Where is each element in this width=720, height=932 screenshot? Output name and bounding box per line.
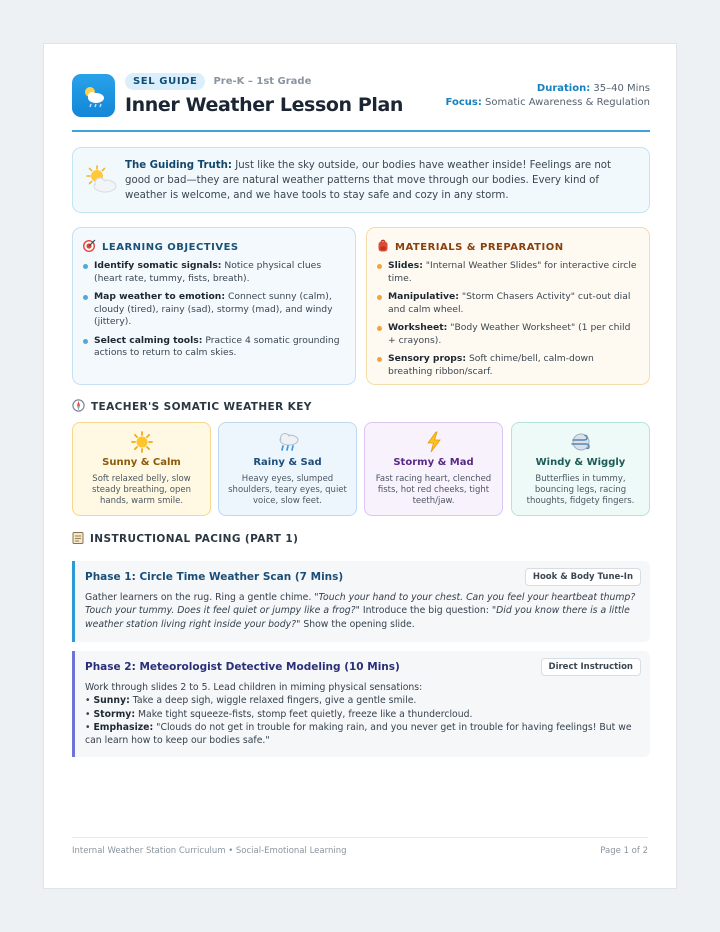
objectives-heading-text: LEARNING OBJECTIVES xyxy=(102,241,239,253)
compass-icon xyxy=(72,399,85,415)
weather-card-title: Windy & Wiggly xyxy=(535,457,626,468)
list-item: • Emphasize: "Clouds do not get in trouble for making rain, and you never get in trouble for having feelings! But we can learn how to keep our bodies safe." xyxy=(85,721,632,747)
lesson-meta xyxy=(446,82,650,110)
guiding-truth-box xyxy=(72,147,650,213)
material-text: "Storm Chasers Activity" cut-out dial and calm wheel. xyxy=(388,291,631,315)
target-icon xyxy=(83,239,96,255)
phase-1-block xyxy=(72,561,650,642)
objective-label: Identify somatic signals: xyxy=(94,260,222,271)
list-item xyxy=(377,322,639,347)
materials-list xyxy=(377,260,639,384)
phase-2-bullet-label: Emphasize: xyxy=(93,721,154,733)
notepad-icon xyxy=(72,531,84,547)
guiding-truth-text xyxy=(125,158,637,203)
material-label: Manipulative: xyxy=(388,291,459,302)
phase-2-bullet-label: Stormy: xyxy=(93,708,136,720)
guiding-truth-body: Just like the sky outside, our bodies have weather inside! Feelings are not good or bad—they are natural weather patterns that move through our bodies. Every kind of weather is welcome, and we have tools to stay safe and cozy in any storm. xyxy=(125,160,612,201)
header-tagline xyxy=(125,73,311,90)
wind-icon xyxy=(512,431,649,453)
page-number: Page 1 of 2 xyxy=(600,846,648,856)
objective-text: Connect sunny (calm), cloudy (tired), rainy (sad), stormy (mad), and windy (jittery). xyxy=(94,291,333,327)
list-item xyxy=(83,335,345,360)
pacing-heading-text: INSTRUCTIONAL PACING (PART 1) xyxy=(90,533,299,545)
materials-heading xyxy=(377,239,564,255)
weather-card-stormy xyxy=(364,422,503,516)
objective-text: Notice physical clues (heart rate, tummy, fists, breath). xyxy=(94,260,322,284)
weather-key-heading-text: TEACHER'S SOMATIC WEATHER KEY xyxy=(91,401,312,413)
focus-value: Somatic Awareness & Regulation xyxy=(485,97,650,108)
list-item xyxy=(83,291,345,329)
list-item: • Stormy: Make tight squeeze-fists, stomp feet quietly, freeze like a thundercloud. xyxy=(85,708,473,720)
phase-2-bullet-text: "Clouds do not get in trouble for making rain, and you never get in trouble for having feelings! But we can learn how to keep our bodies safe." xyxy=(85,721,632,747)
list-item xyxy=(377,353,639,378)
list-item: • Sunny: Take a deep sigh, wiggle relaxed fingers, give a gentle smile. xyxy=(85,695,417,707)
phase-1-question: "Did you know there is a little weather station living right inside your body?" xyxy=(85,605,630,630)
page-title: Inner Weather Lesson Plan xyxy=(125,94,404,116)
objectives-heading xyxy=(83,239,239,255)
weather-app-icon xyxy=(72,74,115,117)
material-text: "Body Weather Worksheet" (1 per child + crayons). xyxy=(388,322,631,346)
weather-key-heading xyxy=(72,399,650,415)
duration-value: 35–40 Mins xyxy=(593,83,650,94)
material-label: Slides: xyxy=(388,260,423,271)
weather-card-title: Stormy & Mad xyxy=(393,457,474,468)
weather-card-title: Sunny & Calm xyxy=(102,457,181,468)
sun-icon xyxy=(73,431,210,453)
phase-1-body xyxy=(85,591,641,631)
weather-key-cards xyxy=(72,422,650,516)
weather-card-title: Rainy & Sad xyxy=(253,457,322,468)
weather-card-description: Butterflies in tummy, bouncing legs, racing thoughts, fidgety fingers. xyxy=(526,474,635,506)
lesson-page xyxy=(43,43,677,889)
phase-1-tag: Hook & Body Tune-In xyxy=(525,568,641,586)
objectives-materials-row xyxy=(72,227,650,385)
weather-card-description: Heavy eyes, slumped shoulders, teary eyes, quiet voice, slow feet. xyxy=(228,474,347,506)
phase-2-bullet-text: Make tight squeeze-fists, stomp feet quietly, freeze like a thundercloud. xyxy=(138,708,473,720)
pacing-heading xyxy=(72,531,650,547)
materials-panel xyxy=(366,227,650,385)
phase-1-title: Phase 1: Circle Time Weather Scan (7 Mins) xyxy=(85,571,344,583)
lightning-icon xyxy=(365,431,502,453)
rain-cloud-icon xyxy=(219,431,356,453)
list-item xyxy=(377,260,639,285)
weather-card-windy xyxy=(511,422,650,516)
objective-label: Select calming tools: xyxy=(94,334,203,346)
learning-objectives-panel xyxy=(72,227,356,385)
phase-2-title: Phase 2: Meteorologist Detective Modeling (10 Mins) xyxy=(85,661,400,673)
focus-label: Focus: xyxy=(445,97,482,108)
list-item xyxy=(377,291,639,316)
sel-guide-badge: SEL GUIDE xyxy=(125,73,205,90)
guiding-truth-label: The Guiding Truth: xyxy=(125,160,232,171)
material-text: "Internal Weather Slides" for interactive circle time. xyxy=(388,260,637,284)
weather-card-sunny xyxy=(72,422,211,516)
materials-heading-text: MATERIALS & PREPARATION xyxy=(395,241,564,253)
footer-curriculum: Internal Weather Station Curriculum • Social-Emotional Learning xyxy=(72,846,347,856)
phase-1-mid: Introduce the big question: xyxy=(362,605,489,617)
objective-text: Practice 4 somatic grounding actions to return to calm skies. xyxy=(94,334,340,358)
phase-2-block xyxy=(72,651,650,757)
phase-2-bullet-text: Take a deep sigh, wiggle relaxed fingers, give a gentle smile. xyxy=(132,695,417,707)
weather-card-rainy xyxy=(218,422,357,516)
material-text: Soft chime/bell, calm-down breathing ribbon/scarf. xyxy=(388,353,594,377)
phase-2-body xyxy=(85,681,641,747)
backpack-icon xyxy=(377,239,389,255)
objectives-list xyxy=(83,260,345,366)
phase-1-quote: "Touch your hand to your chest. Can you feel your heartbeat thump? Touch your tummy. Does it feel quiet or jumpy like a frog?" xyxy=(85,592,636,617)
material-label: Sensory props: xyxy=(388,353,467,364)
weather-card-description: Fast racing heart, clenched fists, hot red cheeks, tight teeth/jaw. xyxy=(375,474,492,506)
phase-1-intro: Gather learners on the rug. Ring a gentle chime. xyxy=(85,592,312,603)
sun-behind-cloud-icon xyxy=(83,164,119,200)
phase-2-intro: Work through slides 2 to 5. Lead children in miming physical sensations: xyxy=(85,682,423,693)
list-item xyxy=(83,260,345,285)
objective-label: Map weather to emotion: xyxy=(94,291,226,302)
header-divider xyxy=(72,130,650,132)
page-footer xyxy=(72,837,648,857)
page-header xyxy=(72,72,650,130)
phase-2-tag: Direct Instruction xyxy=(541,658,641,676)
weather-card-description: Soft relaxed belly, slow steady breathing, open hands, warm smile. xyxy=(92,474,191,506)
grade-range: Pre-K – 1st Grade xyxy=(213,76,312,87)
phase-2-bullet-label: Sunny: xyxy=(93,695,130,707)
page-content xyxy=(72,72,650,757)
duration-label: Duration: xyxy=(536,83,591,94)
material-label: Worksheet: xyxy=(388,322,448,333)
phase-1-end: Show the opening slide. xyxy=(303,618,415,630)
